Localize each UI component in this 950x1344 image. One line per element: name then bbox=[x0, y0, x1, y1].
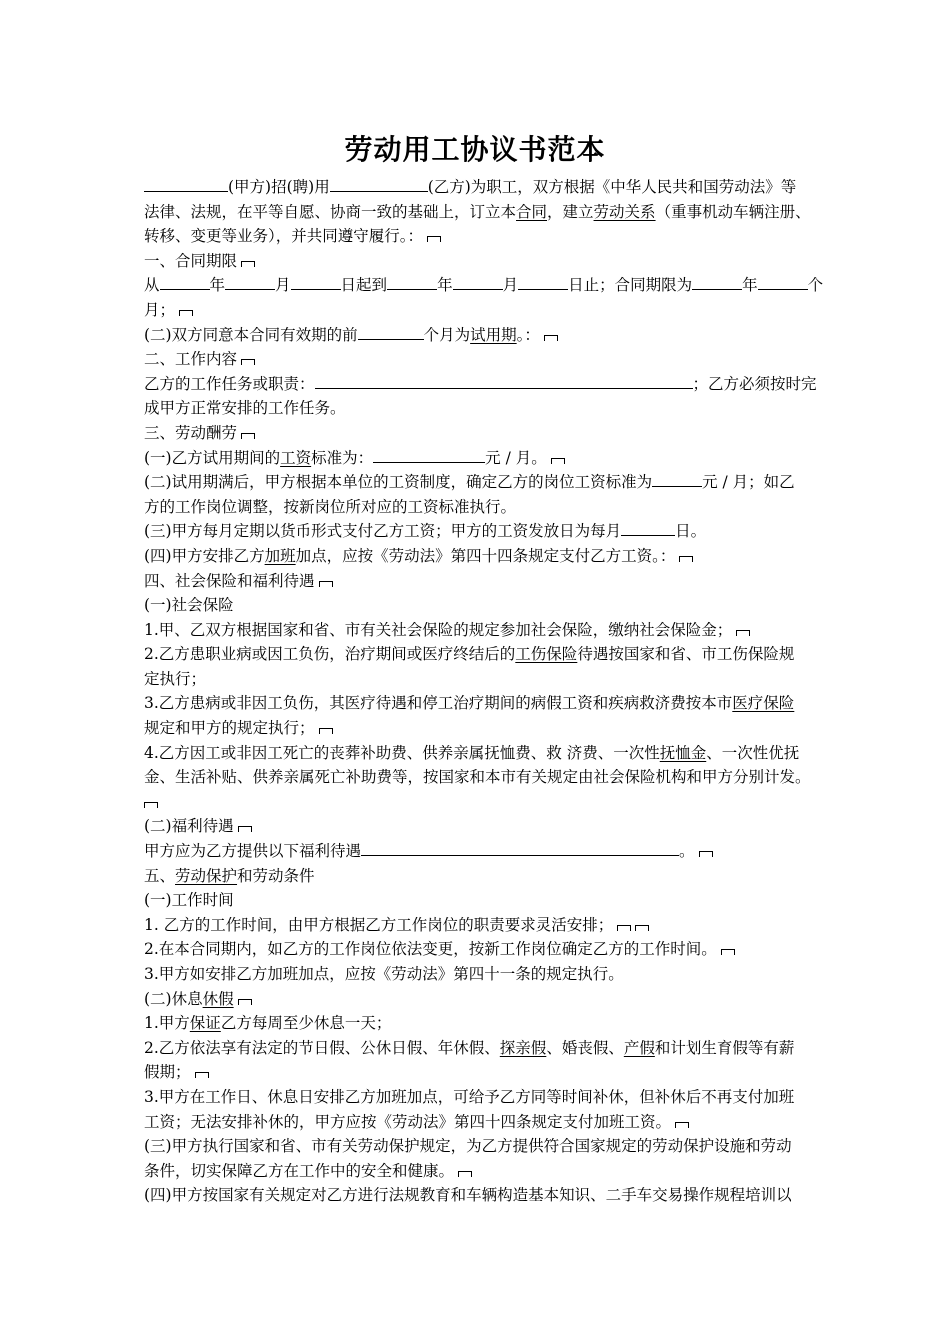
payday-blank[interactable] bbox=[621, 520, 675, 536]
duty-line: 乙方的工作任务或职责： ；乙方必须按时完 bbox=[144, 374, 817, 393]
paragraph-mark-icon bbox=[241, 261, 255, 267]
end-day-blank[interactable] bbox=[518, 274, 568, 290]
position-wage-line-2: 方的工作岗位调整，按新岗位所对应的工资标准执行。 bbox=[144, 497, 517, 516]
paragraph-mark-icon bbox=[319, 581, 333, 587]
term-months-blank[interactable] bbox=[758, 274, 808, 290]
overtime-link[interactable]: 加班 bbox=[264, 546, 296, 565]
rest-item-2-cont: 假期； bbox=[144, 1060, 860, 1085]
intro-line-2: 法律、法规，在平等自愿、协商一致的基础上，订立本合同，建立劳动关系（重事机动车辆注册、 bbox=[144, 202, 811, 221]
welfare-blank[interactable] bbox=[361, 840, 679, 856]
intro-line-3: 转移、变更等业务），并共同遵守履行。： bbox=[144, 224, 860, 249]
rest-item-2: 2.乙方依法享有法定的节日假、公休日假、年休假、探亲假、婚丧假、产假和计划生育假等有薪 bbox=[144, 1038, 795, 1057]
section-heading: 四、社会保险和福利待遇 bbox=[144, 569, 860, 594]
trial-period-link[interactable]: 试用期 bbox=[470, 325, 517, 344]
pension-link[interactable]: 抚恤金 bbox=[659, 743, 707, 762]
paragraph-mark-icon bbox=[319, 728, 333, 734]
maternity-leave-link[interactable]: 产假 bbox=[623, 1038, 655, 1057]
medical-insurance-link[interactable]: 医疗保险 bbox=[732, 694, 795, 713]
paragraph-mark-icon bbox=[736, 630, 750, 636]
paragraph-mark-icon bbox=[144, 802, 158, 808]
section-heading: 一、合同期限 bbox=[144, 249, 860, 274]
trial-wage-line: (一)乙方试用期间的工资标准为： 元 / 月。 bbox=[144, 446, 860, 471]
trial-wage-blank[interactable] bbox=[373, 447, 485, 463]
paragraph-mark-icon bbox=[679, 556, 693, 562]
start-year-blank[interactable] bbox=[160, 274, 210, 290]
paragraph-mark-icon bbox=[675, 1122, 689, 1128]
work-time-item-3: 3.甲方如安排乙方加班加点，应按《劳动法》第四十一条的规定执行。 bbox=[144, 965, 624, 983]
paragraph-mark-icon bbox=[179, 310, 193, 316]
work-time-item-2: 2.在本合同期内，如乙方的工作岗位依法变更，按新工作岗位确定乙方的工作时间。 bbox=[144, 937, 860, 962]
subsection-heading: (一)工作时间 bbox=[144, 891, 234, 910]
section-heading: 五、劳动保护和劳动条件 bbox=[144, 866, 315, 885]
vacation-link[interactable]: 休假 bbox=[202, 989, 234, 1008]
trial-period-line: (二)双方同意本合同有效期的前 个月为试用期。： bbox=[144, 323, 860, 348]
contract-term-line-2: 月； bbox=[144, 298, 860, 323]
paragraph-mark-icon bbox=[427, 236, 441, 242]
paragraph-mark-icon bbox=[238, 999, 252, 1005]
subsection-heading: (一)社会保险 bbox=[144, 596, 234, 615]
protection-item-3-cont: 条件，切实保障乙方在工作中的安全和健康。 bbox=[144, 1159, 860, 1184]
paragraph-mark-icon bbox=[241, 359, 255, 365]
rest-item-1: 1.甲方保证乙方每周至少休息一天； bbox=[144, 1014, 392, 1033]
labor-protection-link[interactable]: 劳动保护 bbox=[175, 866, 238, 885]
paragraph-mark-icon bbox=[699, 851, 713, 857]
labor-relation-link[interactable]: 劳动关系 bbox=[593, 202, 656, 221]
payday-line: (三)甲方每月定期以货币形式支付乙方工资；甲方的工资发放日为每月 日。 bbox=[144, 522, 707, 541]
end-year-blank[interactable] bbox=[387, 274, 437, 290]
start-month-blank[interactable] bbox=[225, 274, 275, 290]
protection-item-3: (三)甲方执行国家和省、市有关劳动保护规定，为乙方提供符合国家规定的劳动保护设施和劳动 bbox=[144, 1137, 792, 1156]
paragraph-mark-icon bbox=[551, 458, 565, 464]
insurance-item-1: 1.甲、乙双方根据国家和省、市有关社会保险的规定参加社会保险，缴纳社会保险金； bbox=[144, 618, 860, 643]
insurance-item-2: 2.乙方患职业病或因工负伤，治疗期间或医疗终结后的工伤保险待遇按国家和省、市工伤保险规 bbox=[144, 645, 795, 664]
family-leave-link[interactable]: 探亲假 bbox=[499, 1038, 547, 1057]
section-heading: 三、劳动酬劳 bbox=[144, 421, 860, 446]
trial-months-blank[interactable] bbox=[358, 324, 424, 340]
document-title: 劳动用工协议书范本 bbox=[344, 133, 606, 166]
insurance-item-4-mark bbox=[144, 790, 860, 815]
duty-blank[interactable] bbox=[315, 373, 693, 389]
protection-item-4: (四)甲方按国家有关规定对乙方进行法规教育和车辆构造基本知识、二手车交易操作规程培训以 bbox=[144, 1186, 792, 1205]
insurance-item-4-cont: 金、生活补贴、供养亲属死亡补助费等，按国家和本市有关规定由社会保险机构和甲方分别计发。 bbox=[144, 768, 811, 787]
welfare-line: 甲方应为乙方提供以下福利待遇 。 bbox=[144, 839, 860, 864]
insurance-item-3: 3.乙方患病或非因工负伤，其医疗待遇和停工治疗期间的病假工资和疾病救济费按本市医疗保险 bbox=[144, 694, 795, 713]
subsection-heading: (二)休息休假 bbox=[144, 987, 860, 1012]
paragraph-mark-icon bbox=[195, 1072, 209, 1078]
contract-link[interactable]: 合同 bbox=[516, 202, 548, 221]
party-a-blank[interactable] bbox=[144, 176, 228, 192]
paragraph-mark-icon bbox=[721, 949, 735, 955]
guarantee-link[interactable]: 保证 bbox=[189, 1014, 221, 1033]
insurance-item-4: 4.乙方因工或非因工死亡的丧葬补助费、供养亲属抚恤费、救 济费、一次性抚恤金、一次性优抚 bbox=[144, 743, 800, 762]
insurance-item-3-cont: 规定和甲方的规定执行； bbox=[144, 716, 860, 741]
paragraph-mark-icon bbox=[241, 433, 255, 439]
section-heading: 二、工作内容 bbox=[144, 347, 860, 372]
position-wage-blank[interactable] bbox=[652, 471, 702, 487]
term-years-blank[interactable] bbox=[692, 274, 742, 290]
insurance-item-2-cont: 定执行； bbox=[144, 669, 207, 688]
work-time-item-1: 1. 乙方的工作时间，由甲方根据乙方工作岗位的职责要求灵活安排； bbox=[144, 913, 860, 938]
contract-term-line: 从 年 月 日起到 年 月 日止；合同期限为 年 个 bbox=[144, 276, 824, 295]
overtime-pay-line: (四)甲方安排乙方加班加点，应按《劳动法》第四十四条规定支付乙方工资。： bbox=[144, 544, 860, 569]
rest-item-3: 3.甲方在工作日、休息日安排乙方加班加点，可给予乙方同等时间补休，但补休后不再支付加班 bbox=[144, 1087, 795, 1106]
intro-line-1: (甲方)招(聘)用 (乙方)为职工，双方根据《中华人民共和国劳动法》等 bbox=[144, 175, 860, 200]
rest-item-3-cont: 工资；无法安排补休的，甲方应按《劳动法》第四十四条规定支付加班工资。 bbox=[144, 1110, 860, 1135]
paragraph-mark-icon bbox=[238, 826, 252, 832]
party-b-blank[interactable] bbox=[330, 176, 428, 192]
start-day-blank[interactable] bbox=[291, 274, 341, 290]
paragraph-mark-icon bbox=[617, 925, 631, 931]
duty-line-2: 成甲方正常安排的工作任务。 bbox=[144, 399, 346, 418]
paragraph-mark-icon bbox=[458, 1171, 472, 1177]
end-month-blank[interactable] bbox=[453, 274, 503, 290]
paragraph-mark-icon bbox=[635, 925, 649, 931]
paragraph-mark-icon bbox=[544, 335, 558, 341]
document-body bbox=[144, 175, 860, 1208]
position-wage-line: (二)试用期满后，甲方根据本单位的工资制度，确定乙方的岗位工资标准为 元 / 月；如乙 bbox=[144, 473, 795, 492]
injury-insurance-link[interactable]: 工伤保险 bbox=[515, 645, 578, 664]
subsection-heading: (二)福利待遇 bbox=[144, 814, 860, 839]
wage-link[interactable]: 工资 bbox=[280, 448, 312, 467]
